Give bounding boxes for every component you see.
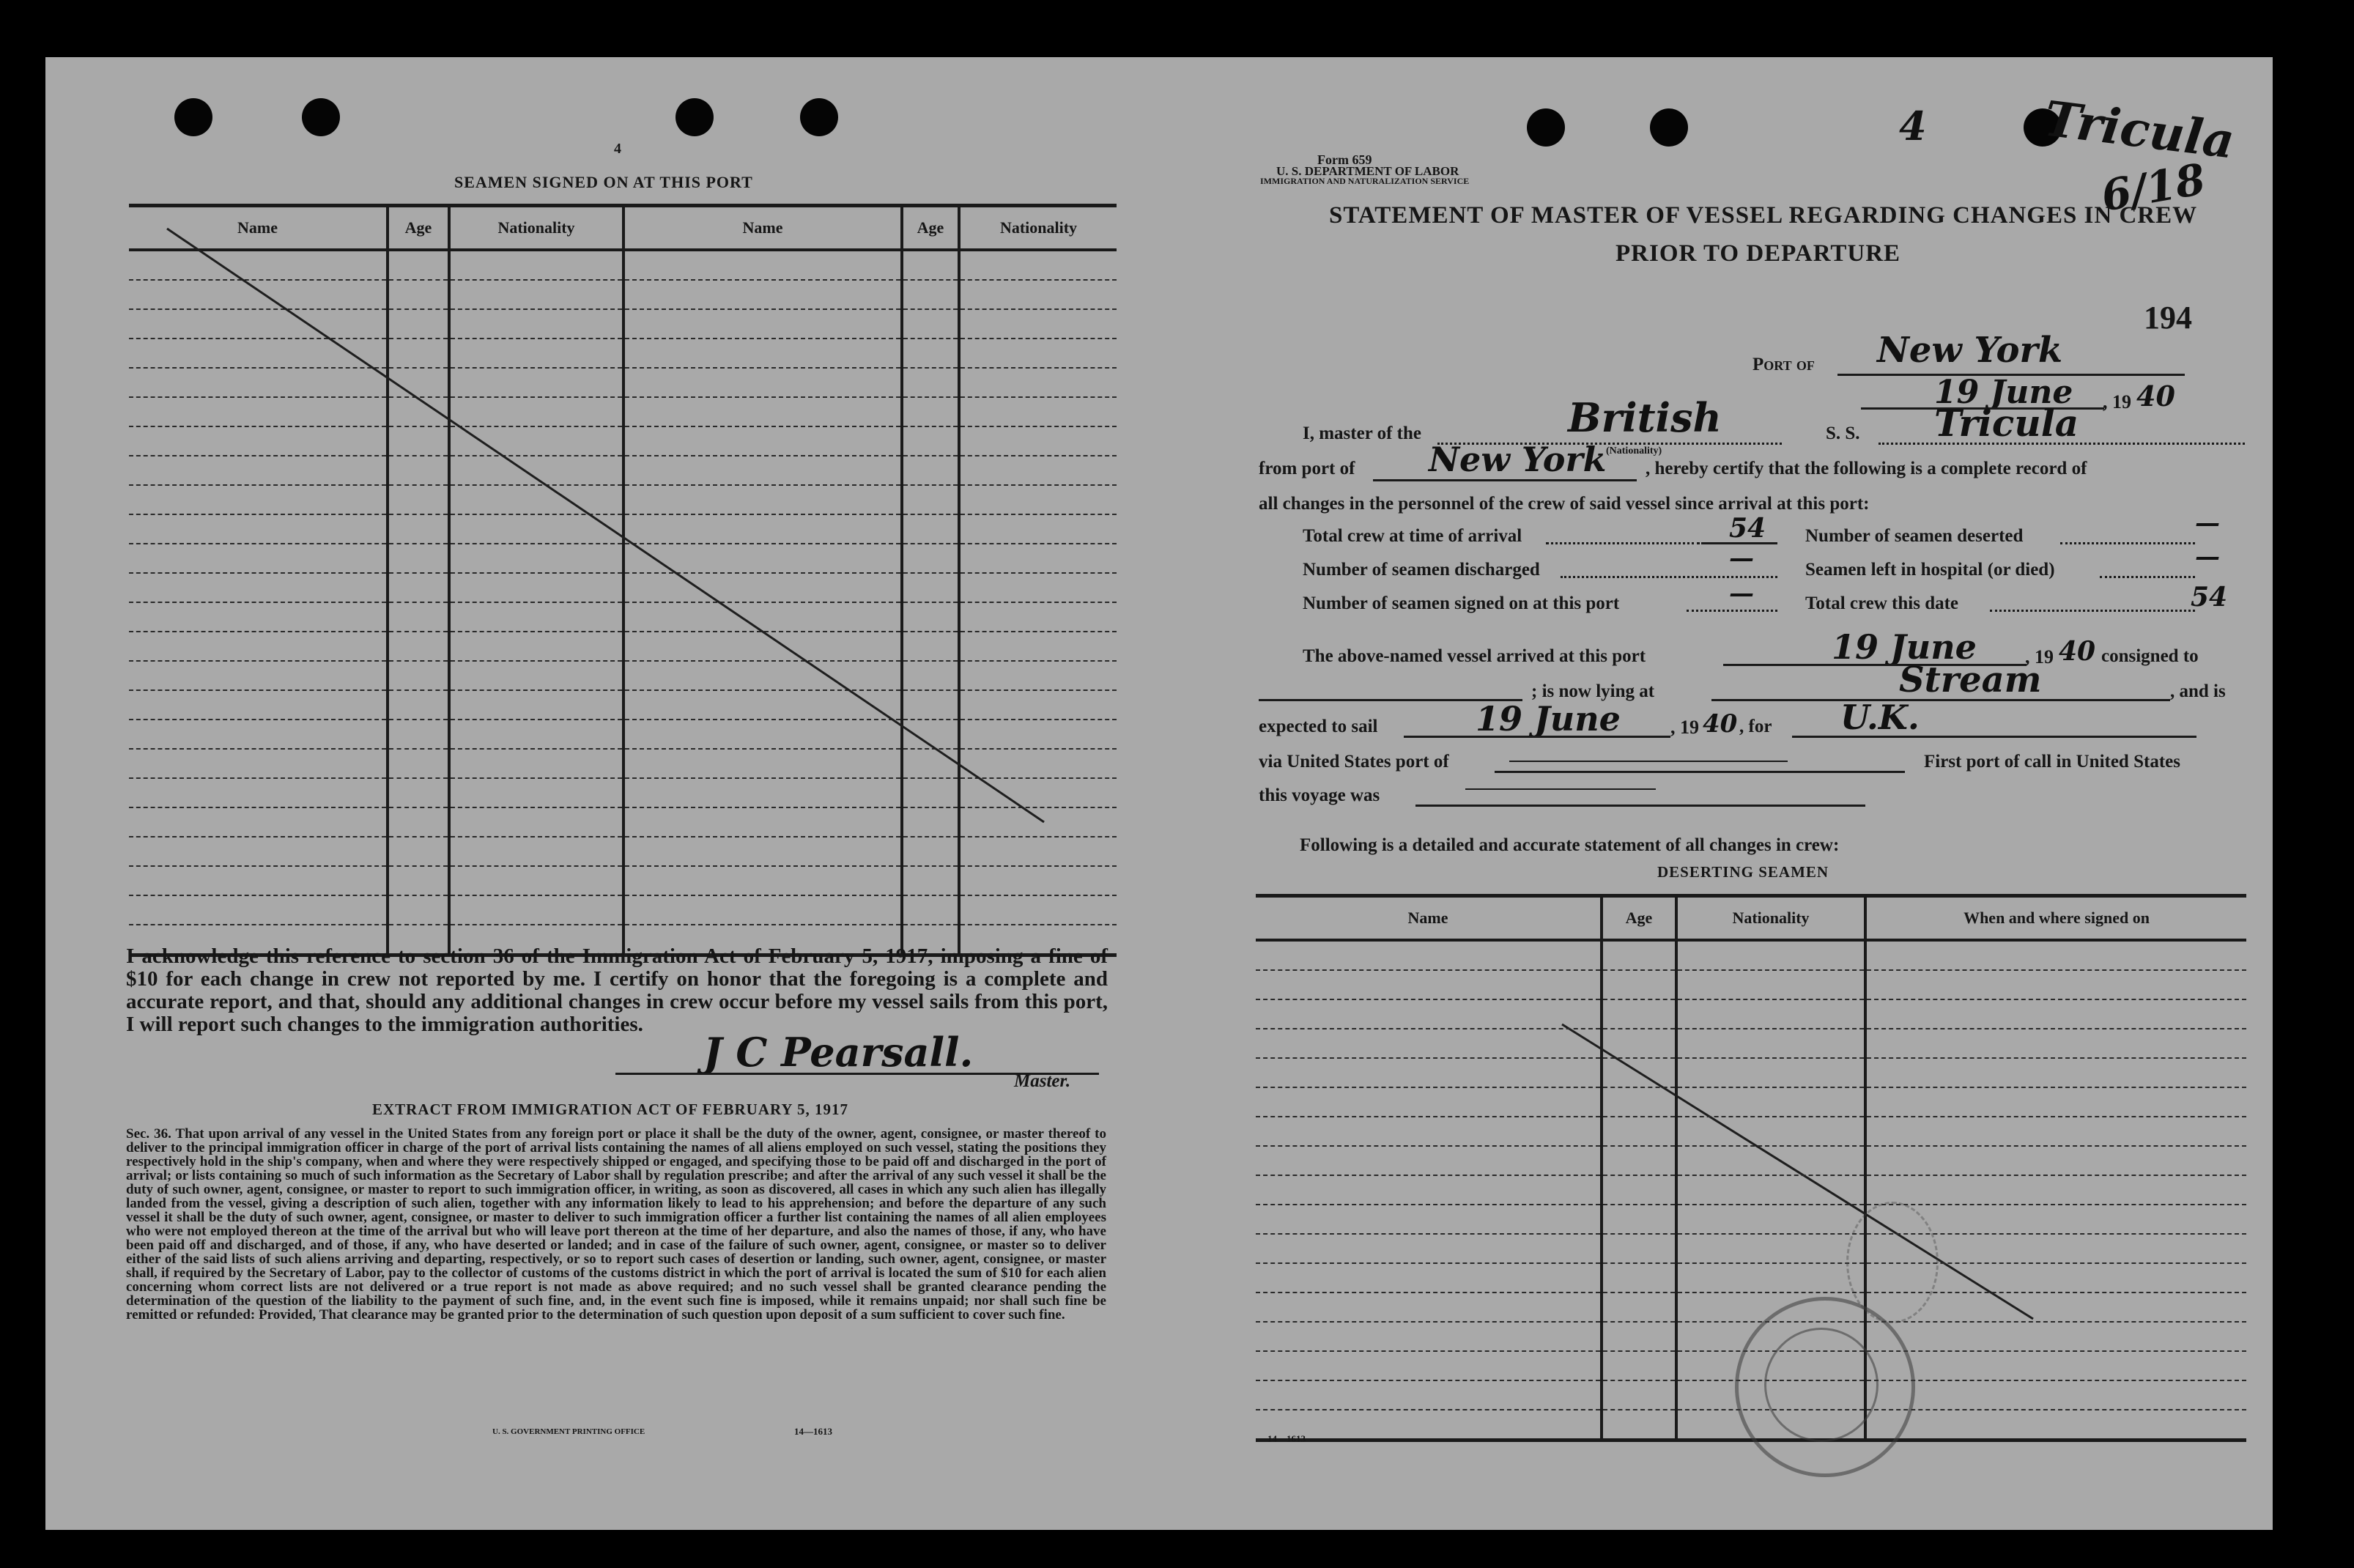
total-crew-date-label: Total crew this date xyxy=(1805,593,1959,613)
table-cell xyxy=(1602,1146,1676,1175)
master-signature: J C Pearsall. xyxy=(703,1029,974,1076)
nationality-caption: (Nationality) xyxy=(1606,445,1662,456)
table-cell xyxy=(1676,940,1865,970)
table-cell xyxy=(1676,1146,1865,1175)
expected-year-prefix: , 19 xyxy=(1670,717,1699,738)
signed-on-value: — xyxy=(1729,579,1754,608)
corner-note-ship: Tricula xyxy=(2041,89,2238,170)
table-cell xyxy=(1256,970,1602,999)
first-port-label: First port of call in United States xyxy=(1924,752,2180,772)
table-cell xyxy=(1602,1263,1676,1293)
voyage-dash xyxy=(1465,788,1656,790)
partial-stamp xyxy=(1846,1202,1939,1323)
table-cell xyxy=(1865,1410,2246,1441)
table-cell xyxy=(1256,999,1602,1029)
table-cell xyxy=(1602,1117,1676,1146)
circular-stamp-inner xyxy=(1764,1328,1879,1442)
arrived-value: 19 June xyxy=(1832,627,1977,667)
extract-title: EXTRACT FROM IMMIGRATION ACT OF FEBRUARY 5, 1917 xyxy=(372,1101,849,1118)
expected-line xyxy=(1404,736,1670,738)
table-cell xyxy=(1256,1380,1602,1410)
changes-text: all changes in the personnel of the crew of said vessel since arrival at this port: xyxy=(1259,494,1870,514)
table-row xyxy=(1256,1058,2246,1087)
table-cell xyxy=(1602,1058,1676,1087)
table-cell xyxy=(1256,1322,1602,1351)
table-cell xyxy=(1676,1087,1865,1117)
via-label: via United States port of xyxy=(1259,752,1449,772)
table-cell xyxy=(1865,1322,2246,1351)
table-cell xyxy=(1602,1322,1676,1351)
table-cell xyxy=(1865,1029,2246,1058)
deserted-leader xyxy=(2060,542,2195,544)
table-cell xyxy=(1676,1263,1865,1293)
total-crew-arrival-leader xyxy=(1546,542,1700,544)
table-cell xyxy=(1676,1234,1865,1263)
column-header-name: Name xyxy=(1256,896,1602,941)
table-cell xyxy=(1256,1175,1602,1205)
consigned-label: consigned to xyxy=(2101,646,2199,666)
certify-text: , hereby certify that the following is a complete record of xyxy=(1646,459,2087,478)
table-cell xyxy=(1865,1175,2246,1205)
for-label: , for xyxy=(1739,717,1772,736)
hospital-label: Seamen left in hospital (or died) xyxy=(1805,560,2055,580)
table-cell xyxy=(1865,1117,2246,1146)
table-cell xyxy=(1602,1410,1676,1441)
table-cell xyxy=(1256,1205,1602,1234)
table-cell xyxy=(1256,1410,1602,1441)
table-cell xyxy=(1256,1234,1602,1263)
form-title-line1: STATEMENT OF MASTER OF VESSEL REGARDING CHANGES IN CREW xyxy=(1329,202,2198,229)
page-number: 4 xyxy=(614,141,621,157)
signed-on-leader xyxy=(1687,610,1777,612)
for-value: U.K. xyxy=(1840,698,1920,737)
table-cell xyxy=(1676,1175,1865,1205)
ship-name-line xyxy=(1879,443,2245,445)
column-header-name: Name xyxy=(623,206,902,251)
table-cell xyxy=(1676,999,1865,1029)
corner-note-date: 6/18 xyxy=(2098,154,2210,221)
left-form-code: 14—1613 xyxy=(794,1426,832,1437)
table-cell xyxy=(1676,970,1865,999)
nationality-value: British xyxy=(1568,394,1722,441)
form-title-line2: PRIOR TO DEPARTURE xyxy=(1615,240,1901,267)
table-row xyxy=(1256,940,2246,970)
table-cell xyxy=(1602,1234,1676,1263)
table-row xyxy=(1256,1234,2246,1263)
table-cell xyxy=(1256,940,1602,970)
extract-text: Sec. 36. That upon arrival of any vessel in the United States from any foreign port or place it shall be the duty of the owner, agent, consignee, or master thereof to deliver to the principal immigration officer in charge of the port of arrival lists containing the names of all aliens employed on such vessel, stating the positions they respectively hold in the ship's company, when and where they were respectively shipped or engaged, and specifying those to be paid off and discharged in the port of arrival; or lists containing so much of such information as the Secretary of Labor shall by regulation prescribe; and after the arrival of any such vessel it shall be the duty of such owner, agent, consignee, or master to report to such immigration officer, in writing, as soon as discovered, all cases in which any such alien has illegally landed from the vessel, giving a description of such alien, together with any information likely to lead to his apprehension; and before the departure of any such vessel it shall be the duty of such owner, agent, consignee, or master to deliver to such immigration officer a further list containing the names of all alien employees who were not employed thereon at the time of the arrival but who will leave port thereon at the time of her departure, and also the names of those, if any, who have been paid off and discharged, and of those, if any, who have deserted or landed; and in case of the failure of such owner, agent, consignee, or master so to deliver either of the said lists of such aliens arriving and departing, respectively, or so to report such cases of desertion or landing, such owner, agent, consignee, or master shall, if required by the Secretary of Labor, pay to the collector of customs of the customs district in which the port of arrival is located the sum of $10 for each alien concerning whom correct lists are not delivered or a true report is not made as above required; and no such vessel shall be granted clearance pending the determination of the question of the liability to the payment of such fine, and, in the event such fine is imposed, while it remains unpaid; nor shall such fine be remitted or refunded: Provided, That clearance may be granted prior to the determination of such question upon deposit of a sum sufficient to cover such fine. xyxy=(126,1126,1106,1323)
ss-label: S. S. xyxy=(1826,424,1860,443)
total-crew-date-leader xyxy=(1990,610,2195,612)
deserted-value: — xyxy=(2195,509,2220,538)
expected-label: expected to sail xyxy=(1259,717,1378,736)
via-dash xyxy=(1509,761,1788,762)
from-port-label: from port of xyxy=(1259,459,1355,478)
port-value: New York xyxy=(1877,330,2063,371)
port-label: Port of xyxy=(1752,355,1815,374)
column-header-nationality: Nationality xyxy=(1676,896,1865,941)
column-header-nationality: Nationality xyxy=(449,206,623,251)
table-cell xyxy=(1256,1058,1602,1087)
table-cell xyxy=(1602,940,1676,970)
table-cell xyxy=(1676,1029,1865,1058)
arrived-year-value: 40 xyxy=(2059,636,2096,667)
table-cell xyxy=(1865,999,2246,1029)
table-cell xyxy=(1602,1087,1676,1117)
date-value: 19 June xyxy=(1934,374,2073,411)
corner-note-number: 4 xyxy=(1899,103,1927,149)
lying-value: Stream xyxy=(1899,659,2042,700)
table-row xyxy=(1256,1029,2246,1058)
table-row xyxy=(1256,1293,2246,1322)
discharged-leader xyxy=(1561,576,1777,578)
table-cell xyxy=(1256,1293,1602,1322)
table-cell xyxy=(1865,1380,2246,1410)
master-of-label: I, master of the xyxy=(1303,424,1421,443)
column-header-name: Name xyxy=(129,206,388,251)
voyage-line xyxy=(1415,805,1865,807)
from-port-line xyxy=(1373,479,1637,481)
table-cell xyxy=(1256,1029,1602,1058)
table-cell xyxy=(1602,1293,1676,1322)
total-crew-date-value: 54 xyxy=(2191,582,2228,613)
table-cell xyxy=(1256,1351,1602,1380)
service-name: IMMIGRATION AND NATURALIZATION SERVICE xyxy=(1260,176,1470,186)
table-cell xyxy=(1865,1087,2246,1117)
table-row xyxy=(1256,1175,2246,1205)
for-line xyxy=(1792,736,2196,738)
arrived-label: The above-named vessel arrived at this port xyxy=(1303,646,1646,666)
date-year-prefix: , 19 xyxy=(2103,391,2131,413)
table-row xyxy=(1256,1146,2246,1175)
acknowledgement-text: I acknowledge this reference to section 36 of the Immigration Act of February 5, 1917, imposing a fine of $10 for each change in crew not reported by me. I certify on honor that the foregoing is a complete and accurate report, and that, should any additional changes in crew occur before my vessel sails from this port, I will report such changes to the immigration authorities. xyxy=(126,944,1108,1036)
table-cell xyxy=(1256,1087,1602,1117)
table-cell xyxy=(1865,970,2246,999)
table-cell xyxy=(1865,1058,2246,1087)
following-text: Following is a detailed and accurate statement of all changes in crew: xyxy=(1300,835,1840,855)
table-cell xyxy=(1256,1263,1602,1293)
table-cell xyxy=(1602,970,1676,999)
hospital-value: — xyxy=(2195,542,2220,572)
table-cell xyxy=(1865,940,2246,970)
table-cell xyxy=(1602,1351,1676,1380)
via-line xyxy=(1495,771,1905,773)
total-crew-arrival-value: 54 xyxy=(1729,513,1766,544)
table-cell xyxy=(1865,1351,2246,1380)
expected-value: 19 June xyxy=(1476,699,1621,739)
discharged-value: — xyxy=(1729,544,1754,573)
column-header-signed-on: When and where signed on xyxy=(1865,896,2246,941)
deserting-title: DESERTING SEAMEN xyxy=(1657,863,1829,881)
table-cell xyxy=(1676,1117,1865,1146)
table-row xyxy=(1256,1205,2246,1234)
table-cell xyxy=(1256,1146,1602,1175)
column-header-nationality: Nationality xyxy=(959,206,1117,251)
table-row xyxy=(1256,1263,2246,1293)
table-cell xyxy=(1676,1205,1865,1234)
expected-year-value: 40 xyxy=(1703,709,1738,739)
lying-label: ; is now lying at xyxy=(1531,681,1655,701)
table-cell xyxy=(1602,1205,1676,1234)
total-crew-arrival-label: Total crew at time of arrival xyxy=(1303,526,1522,546)
right-form-code: 14—1613 xyxy=(1267,1433,1306,1444)
ship-name-value: Tricula xyxy=(1934,402,2079,445)
signed-on-label: Number of seamen signed on at this port xyxy=(1303,593,1620,613)
table-row xyxy=(1256,970,2246,999)
and-is-label: , and is xyxy=(2170,681,2226,701)
lying-line xyxy=(1711,699,2170,701)
discharged-label: Number of seamen discharged xyxy=(1303,560,1540,580)
table-cell xyxy=(1602,1175,1676,1205)
voyage-label: this voyage was xyxy=(1259,785,1380,805)
date-year-value: 40 xyxy=(2136,380,2175,413)
table-cell xyxy=(1256,1117,1602,1146)
table-cell xyxy=(1602,999,1676,1029)
printer-line: U. S. GOVERNMENT PRINTING OFFICE xyxy=(492,1427,645,1436)
column-header-age: Age xyxy=(902,206,959,251)
table-cell xyxy=(1602,1029,1676,1058)
table-row xyxy=(1256,1117,2246,1146)
form-number: Form 659 xyxy=(1317,152,1372,167)
from-port-value: New York xyxy=(1429,440,1607,479)
document-number: 194 xyxy=(2144,300,2192,336)
arrived-year-prefix: , 19 xyxy=(2025,646,2054,667)
table-row xyxy=(1256,1087,2246,1117)
department-name: U. S. DEPARTMENT OF LABOR xyxy=(1276,164,1459,178)
deserted-label: Number of seamen deserted xyxy=(1805,526,2024,546)
signed-on-title: SEAMEN SIGNED ON AT THIS PORT xyxy=(454,173,753,191)
table-cell xyxy=(1676,1058,1865,1087)
column-header-age: Age xyxy=(1602,896,1676,941)
table-cell xyxy=(1865,1146,2246,1175)
table-cell xyxy=(1602,1380,1676,1410)
master-label: Master. xyxy=(1014,1071,1071,1091)
column-header-age: Age xyxy=(388,206,449,251)
table-row xyxy=(1256,999,2246,1029)
hospital-leader xyxy=(2100,576,2195,578)
